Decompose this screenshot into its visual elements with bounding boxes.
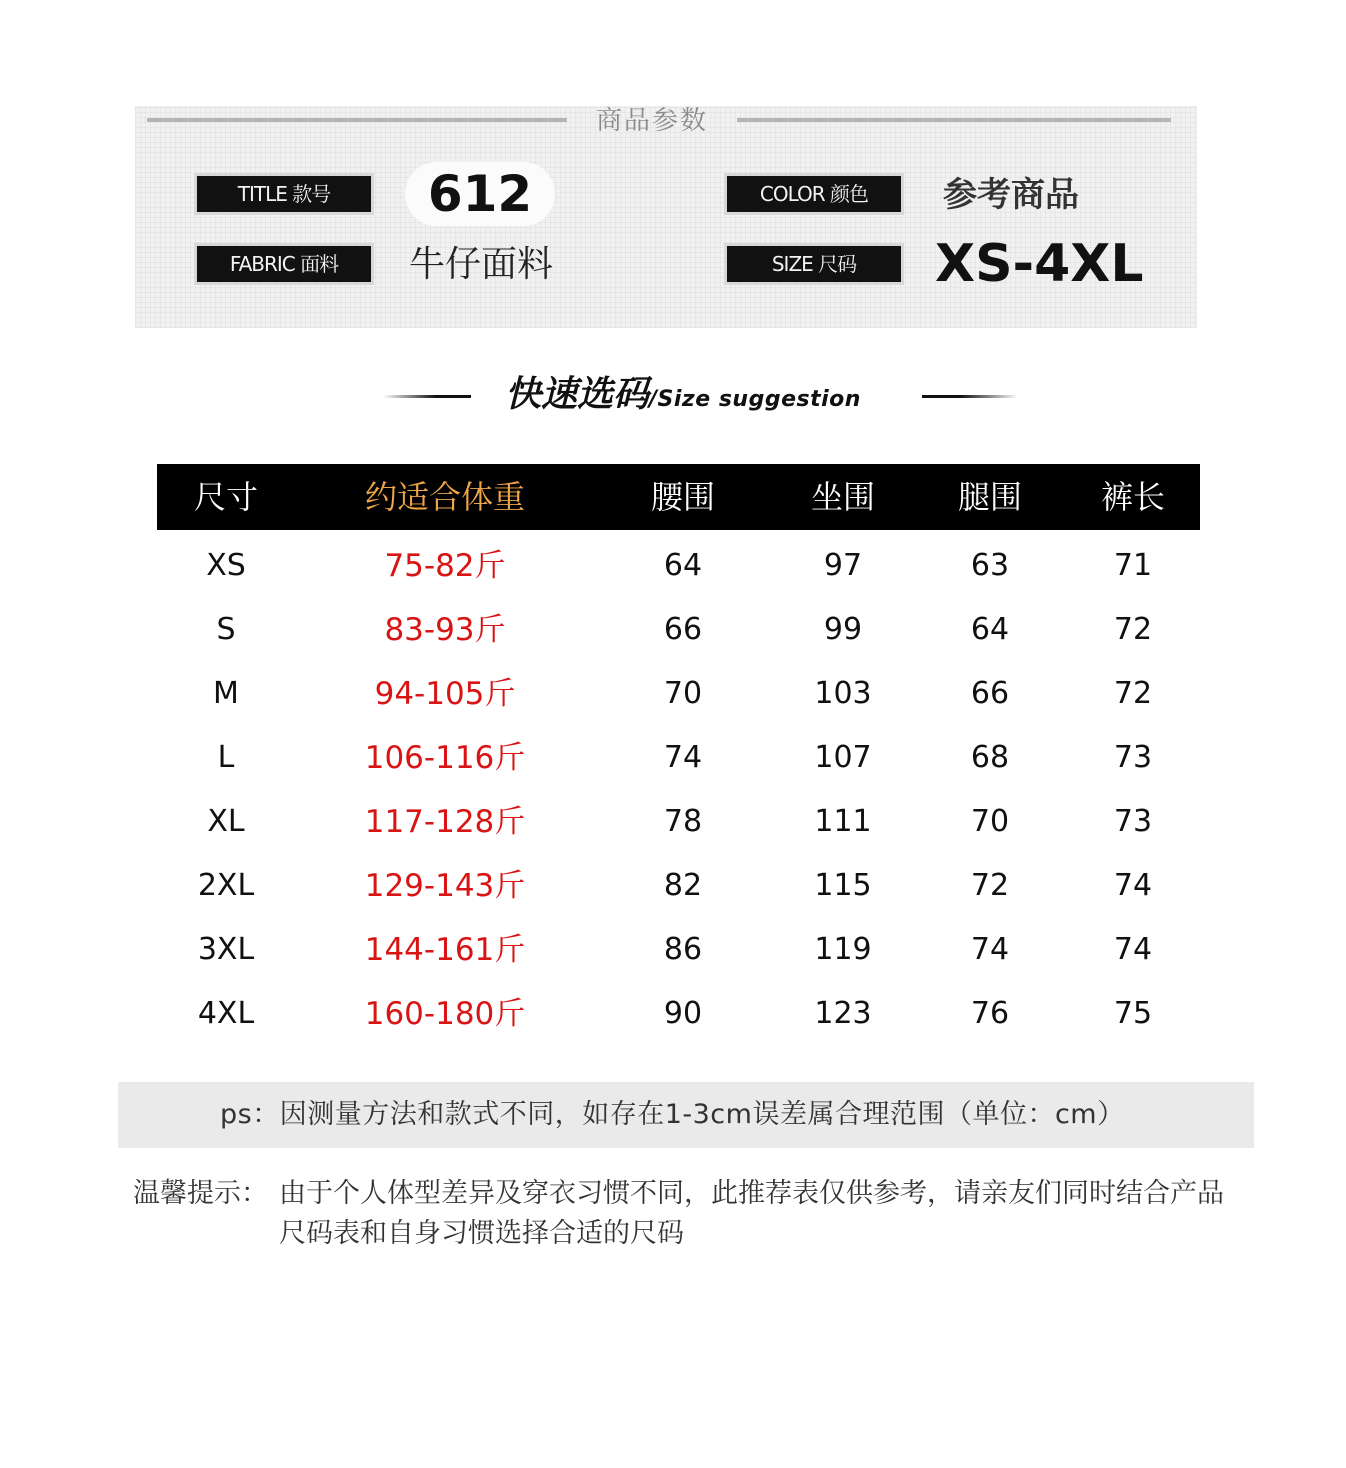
cell-thigh: 63 — [970, 548, 1010, 583]
cell-weight: 144-161斤 — [364, 932, 526, 968]
size-suggestion-title-cn: 快速选码 — [505, 374, 650, 415]
cell-hip: 115 — [814, 868, 872, 903]
cell-length: 72 — [1113, 676, 1153, 711]
table-row — [157, 850, 1200, 914]
measurement-note-box — [118, 1082, 1254, 1148]
header-waist: 腰围 — [650, 478, 716, 516]
fabric-tag: FABRIC 面料 — [197, 246, 371, 282]
cell-thigh: 74 — [970, 932, 1010, 967]
style-no-value: 612 — [405, 162, 555, 226]
cell-waist: 66 — [663, 612, 703, 647]
cell-length: 73 — [1113, 804, 1153, 839]
cell-size: XL — [207, 804, 245, 839]
cell-hip: 119 — [814, 932, 872, 967]
table-row — [157, 786, 1200, 850]
cell-hip: 99 — [823, 612, 863, 647]
cell-hip: 107 — [814, 740, 872, 775]
size-suggestion-title-en: /Size suggestion — [649, 387, 861, 412]
size-range-value: XS-4XL — [935, 234, 1144, 294]
cell-length: 71 — [1113, 548, 1153, 583]
header-hip: 坐围 — [810, 478, 876, 516]
cell-length: 74 — [1113, 868, 1153, 903]
cell-weight: 129-143斤 — [364, 868, 526, 904]
fabric-value: 牛仔面料 — [409, 244, 554, 285]
size-tag: SIZE 尺码 — [727, 246, 901, 282]
cell-thigh: 66 — [970, 676, 1010, 711]
cell-hip: 103 — [814, 676, 872, 711]
cell-thigh: 76 — [970, 996, 1010, 1031]
cell-thigh: 72 — [970, 868, 1010, 903]
cell-length: 72 — [1113, 612, 1153, 647]
header-size: 尺寸 — [193, 478, 259, 516]
size-table-header — [157, 464, 1200, 530]
cell-weight: 75-82斤 — [384, 548, 506, 584]
color-value: 参考商品 — [943, 175, 1079, 215]
tip-body: 由于个人体型差异及穿衣习惯不同，此推荐表仅供参考，请亲友们同时结合产品尺码表和自身习惯选择合适的尺码 — [279, 1178, 1224, 1249]
table-row — [157, 594, 1200, 658]
params-divider-right — [737, 118, 1171, 122]
table-row — [157, 914, 1200, 978]
cell-hip: 97 — [823, 548, 863, 583]
header-length: 裤长 — [1100, 478, 1166, 516]
table-row — [157, 530, 1200, 594]
cell-waist: 82 — [663, 868, 703, 903]
suggestion-divider-left — [383, 395, 471, 398]
cell-hip: 123 — [814, 996, 872, 1031]
cell-size: XS — [206, 548, 246, 583]
cell-waist: 90 — [663, 996, 703, 1031]
cell-length: 75 — [1113, 996, 1153, 1031]
params-title: 商品参数 — [595, 106, 708, 136]
cell-length: 73 — [1113, 740, 1153, 775]
header-thigh: 腿围 — [957, 478, 1023, 516]
cell-waist: 70 — [663, 676, 703, 711]
cell-size: S — [216, 612, 236, 647]
table-row — [157, 978, 1200, 1042]
cell-thigh: 64 — [970, 612, 1010, 647]
cell-thigh: 70 — [970, 804, 1010, 839]
cell-hip: 111 — [814, 804, 872, 839]
style-no-tag: TITLE 款号 — [197, 176, 371, 212]
size-suggestion-heading — [505, 370, 861, 420]
cell-size: 4XL — [197, 996, 255, 1031]
cell-size: M — [213, 676, 239, 711]
color-tag: COLOR 颜色 — [727, 176, 901, 212]
cell-thigh: 68 — [970, 740, 1010, 775]
product-params-panel — [135, 106, 1197, 328]
cell-weight: 106-116斤 — [364, 740, 526, 776]
cell-size: L — [217, 740, 235, 775]
header-weight: 约适合体重 — [364, 478, 526, 516]
measurement-note: ps：因测量方法和款式不同，如存在1-3cm误差属合理范围（单位：cm） — [220, 1099, 1125, 1130]
cell-waist: 64 — [663, 548, 703, 583]
tip-label: 温馨提示： — [133, 1178, 268, 1209]
cell-waist: 74 — [663, 740, 703, 775]
table-row — [157, 722, 1200, 786]
cell-size: 3XL — [197, 932, 255, 967]
cell-size: 2XL — [197, 868, 255, 903]
cell-length: 74 — [1113, 932, 1153, 967]
cell-weight: 117-128斤 — [364, 804, 526, 840]
cell-waist: 78 — [663, 804, 703, 839]
cell-weight: 160-180斤 — [364, 996, 526, 1032]
params-divider-left — [147, 118, 567, 122]
table-row — [157, 658, 1200, 722]
size-table — [157, 464, 1200, 1042]
cell-weight: 94-105斤 — [374, 676, 516, 712]
suggestion-divider-right — [922, 395, 1018, 398]
cell-weight: 83-93斤 — [384, 612, 506, 648]
cell-waist: 86 — [663, 932, 703, 967]
